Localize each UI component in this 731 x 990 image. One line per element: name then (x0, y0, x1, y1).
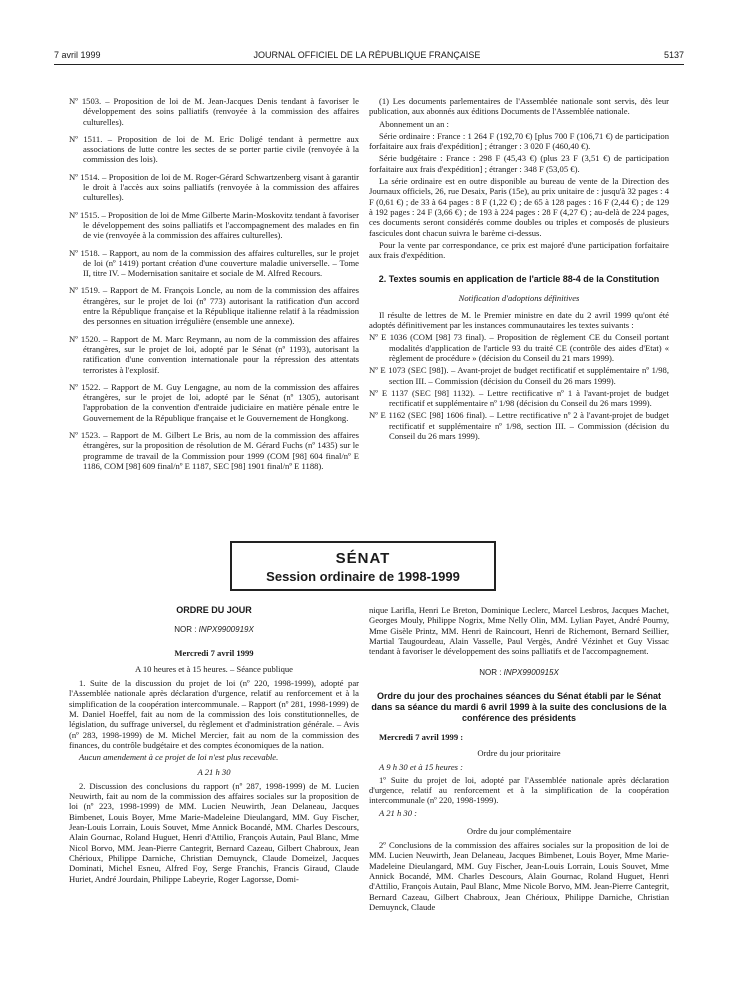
seance-date-2: Mercredi 7 avril 1999 : (379, 731, 464, 742)
left-column-ordre (69, 605, 359, 886)
left-column-items (69, 96, 359, 478)
seance-date: Mercredi 7 avril 1999 (174, 647, 254, 658)
right-column-ordre (369, 605, 669, 914)
section-intro: Il résulte de lettres de M. le Premier ministre en date du 2 avril 1999 qu'ont été adoptés définitivement par les instances communautaires les textes suivants : (369, 309, 669, 331)
nor-reference-2 (369, 668, 669, 678)
abonnement-label: Abonnement un an : (379, 118, 449, 129)
list-item: Nº 1523. – Rapport de M. Gilbert Le Bris, au nom de la commission des affaires étrangères, sur la proposition de résolution de M. Gérard Fuchs (nº 1435) sur le programme de travail de la Commission pour 1999 (COM [98] 604 final/nº E 1186, COM [98] 609 final/nº E 1187, SEC [98] 1901 final/nº E 1188). (69, 430, 359, 471)
section-title: 2. Textes soumis en application de l'article 88-4 de la Constitution (378, 274, 660, 285)
serie-budgetaire: Série budgétaire : France : 298 F (45,43 €) (plus 23 F (3,51 €) de participation forfaitaire aux frais d'expédition] ; étranger : 348 F (53,05 €). (369, 153, 669, 174)
ordre-paragraph: 1. Suite de la discussion du projet de loi (nº 220, 1998-1999), adopté par l'Assemblée nationale après déclaration d'urgence, relatif au renforcement et à la simplification de la coopération intercommunale. – Rapport (nº 281, 1998-1999) de M. Daniel Hoeffel, fait au nom de la commission des lois constitutionnelles, de législation, du suffrage universel, du règlement et d'administration générale. – Avis (nº 283, 1998-1999) de M. Michel Mercier, fait au nom de la commission des finances, du contrôle budgétaire et des comptes économiques de la nation. (69, 678, 359, 750)
nor-label: NOR : (479, 668, 502, 678)
nor-code: INPX9900919X (198, 625, 254, 635)
list-item: Nº 1522. – Rapport de M. Guy Lengagne, au nom de la commission des affaires étrangères, sur le projet de loi, adopté par le Sénat (nº 1305), autorisant l'approbation de la convention d'entraide judiciaire en matière pénale entre le Gouvernement de la République française et le Gouvernement de Hongkong. (69, 381, 359, 423)
serie-ordinaire: Série ordinaire : France : 1 264 F (192,70 €) [plus 700 F (106,71 €) de participation forfaitaire aux frais d'expédition] ; étranger : 3 020 F (460,40 €). (369, 130, 669, 152)
page-header (50, 50, 684, 64)
senat-session: Session ordinaire de 1998-1999 (266, 569, 460, 584)
ordre-paragraph: 2. Discussion des conclusions du rapport (nº 287, 1998-1999) de M. Lucien Neuwirth, fait au nom de la commission des affaires sociales sur la proposition de loi (nº 223, 1998-1999) de MM. Lucien Neuwirth, Jean Delaneau, Jacques Bimbenet, Louis Boyer, Mme Marie-Madeleine Dieulangard, MM. Guy Fischer, Jean-Louis Lorrain, Louis Souvet, Mme Annick Bocandé, MM. Charles Descours, Alain Gournac, Roland Huguet, Henri d'Attilio, François Autain, Paul Blanc, Mme Nicol Borvo, MM. Jean-Pierre Cantegrit, Bernard Cazeau, Gilbert Chabroux, Jean Chérioux, Philippe Darniche, Christian Demuynck, Claude Domeizel, Jacques Dominati, Michel Esneu, Alfred Foy, Serge Franchis, Francis Giraud, Claude Huriet, André Jourdain, Philippe Labeyrie, Roger Lagorsse, Domi- (69, 780, 359, 884)
texte-item: Nº E 1073 (SEC [98]). – Avant-projet de budget rectificatif et supplémentaire nº 1/98, section III. – Commission (décision du Conseil du 26 mars 1999). (369, 365, 669, 386)
amendement-note: Aucun amendement à ce projet de loi n'est plus recevable. (79, 752, 279, 763)
nor-reference (69, 625, 359, 635)
ordre-prioritaire: Ordre du jour prioritaire (477, 748, 561, 759)
ordre-paragraph: 1º Suite du projet de loi, adopté par l'Assemblée nationale après déclaration d'urgence, relatif au renforcement et à la simplification de la coopération intercommunale (nº 220, 1998-1999). (369, 774, 669, 806)
header-journal-title: JOURNAL OFFICIEL DE LA RÉPUBLIQUE FRANÇAISE (253, 50, 481, 60)
ordre-paragraph-continued: nique Larifla, Henri Le Breton, Dominique Leclerc, Marcel Lesbros, Jacques Machet, Georges Mouly, Philippe Nogrix, Mme Nelly Olin, MM. Lylian Payet, André Pourny, Mme Gisèle Printz, MM. Henri de Raincourt, Henri de Richemont, Bernard Seillier, Martial Taugourdeau, Alain Vasselle, Paul Vergès, André Vézinhet et Guy Vissac tendant à favoriser le développement des soins palliatifs et de l'accompagnement. (369, 605, 669, 657)
footnote: (1) Les documents parlementaires de l'Assemblée nationale sont servis, dès leur publication, aux abonnés aux éditions Documents de l'Assemblée nationale. (369, 96, 669, 117)
list-item: Nº 1515. – Proposition de loi de Mme Gilberte Marin-Moskovitz tendant à favoriser le développement des soins palliatifs et l'accompagnement des malades en fin de vie (renvoyée à la commission des affaires culturelles). (69, 209, 359, 241)
prochaines-seances-heading: Ordre du jour des prochaines séances du Sénat établi par le Sénat dans sa séance du mardi 6 avril 1999 à la suite des conclusions de la conférence des présidents (371, 690, 667, 723)
ordre-paragraph: 2º Conclusions de la commission des affaires sociales sur la proposition de loi de MM. Lucien Neuwirth, Jean Delaneau, Jacques Bimbenet, Louis Boyer, Mme Marie-Madeleine Dieulangard, MM. Guy Fischer, Jean-Louis Lorrain, Louis Souvet, Mme Annick Bocandé, MM. Charles Descours, Alain Gournac, Roland Huguet, Henri d'Attilio, François Autain, Paul Blanc, Mme Nicole Borvo, MM. Jean-Pierre Cantegrit, Bernard Cazeau, Gilbert Chabroux, Jean Chérioux, Philippe Darniche, Christian Demuynck, Claude (369, 840, 669, 912)
nor-label: NOR : (174, 625, 197, 635)
senat-banner (230, 541, 496, 591)
right-column-top (369, 96, 669, 443)
list-item: Nº 1514. – Proposition de loi de M. Roger-Gérard Schwartzenberg visant à garantir le droit à l'accès aux soins palliatifs (renvoyée à la commission des affaires culturelles). (69, 171, 359, 203)
header-date: 7 avril 1999 (54, 50, 101, 60)
header-page-number: 5137 (663, 50, 684, 60)
list-item: Nº 1518. – Rapport, au nom de la commission des affaires culturelles, sur le projet de loi (nº 1419) portant création d'une couverture maladie universelle. – Tome II, titre IV. – Modernisation sanitaire et sociale de M. Alfred Recours. (69, 247, 359, 279)
vente-correspondance: Pour la vente par correspondance, ce prix est majoré d'une participation forfaitaire aux frais d'expédition. (369, 239, 669, 261)
texte-item: Nº E 1137 (SEC [98] 1132). – Lettre rectificative nº 1 à l'avant-projet de budget rectificatif et supplémentaire nº 1/98 (décision du Conseil du 26 mars 1999). (369, 387, 669, 409)
nor-code: INPX9900915X (503, 668, 559, 678)
vente-bureau: La série ordinaire est en outre disponible au bureau de vente de la Direction des Journaux officiels, 26, rue Desaix, Paris (15e), au prix unitaire de : jusqu'à 32 pages : 4 F (0,61 €) ; de 33 à 64 pages : 8 F (1,22 €) ; de 65 à 128 pages : 16 F (2,44 €) ; de 129 à 192 pages : 24 F (3,66 €) ; de 193 à 224 pages : 28 F (4,27 €) ; au-delà de 224 pages, ces documents seront considérés comme doubles ou triples et composés de plusieurs fascicules dont chacun suivra le barème ci-dessus. (369, 176, 669, 238)
texte-item: Nº E 1036 (COM [98] 73 final). – Proposition de règlement CE du Conseil portant modalités d'application de l'article 93 du traité CE (contrôle des aides d'Etat) « règlement de procédure » (décision du Conseil du 21 mars 1999). (369, 332, 669, 363)
header-rule (54, 64, 684, 65)
list-item: Nº 1519. – Rapport de M. François Loncle, au nom de la commission des affaires étrangères, sur le projet de loi (nº 773) autorisant la ratification d'un accord entre la République française et la République italienne relatif à la réadmission des personnes en situation irrégulière (ensemble une annexe). (69, 285, 359, 327)
horaire-soir: A 21 h 30 : (379, 807, 418, 818)
section-subtitle: Notification d'adoptions définitives (458, 293, 580, 304)
horaire-prioritaire: A 9 h 30 et à 15 heures : (379, 762, 464, 773)
senat-title: SÉNAT (335, 550, 391, 567)
texte-item: Nº E 1162 (SEC [98] 1606 final). – Lettre rectificative nº 2 à l'avant-projet de budget rectificatif et supplémentaire nº 1/98, section III. – Commission (décision du Conseil du 26 mars 1999). (369, 410, 669, 442)
ordre-du-jour-title: ORDRE DU JOUR (176, 605, 252, 615)
list-item: Nº 1520. – Rapport de M. Marc Reymann, au nom de la commission des affaires étrangères, sur le projet de loi, adopté par le Sénat (nº 1193), autorisant la ratification d'une convention internationale pour la répression des attentats terroristes à l'explosif. (69, 333, 359, 375)
list-item: Nº 1511. – Proposition de loi de M. Eric Doligé tendant à permettre aux associations de lutte contre les sectes de se porter partie civile (renvoyée à la commission des lois). (69, 133, 359, 165)
list-item: Nº 1503. – Proposition de loi de M. Jean-Jacques Denis tendant à favoriser le développement des soins palliatifs (renvoyée à la commission des affaires culturelles). (69, 96, 359, 127)
seance-horaire-soir: A 21 h 30 (197, 766, 231, 777)
seance-horaire: A 10 heures et à 15 heures. – Séance publique (135, 663, 293, 674)
ordre-complementaire: Ordre du jour complémentaire (466, 825, 572, 836)
